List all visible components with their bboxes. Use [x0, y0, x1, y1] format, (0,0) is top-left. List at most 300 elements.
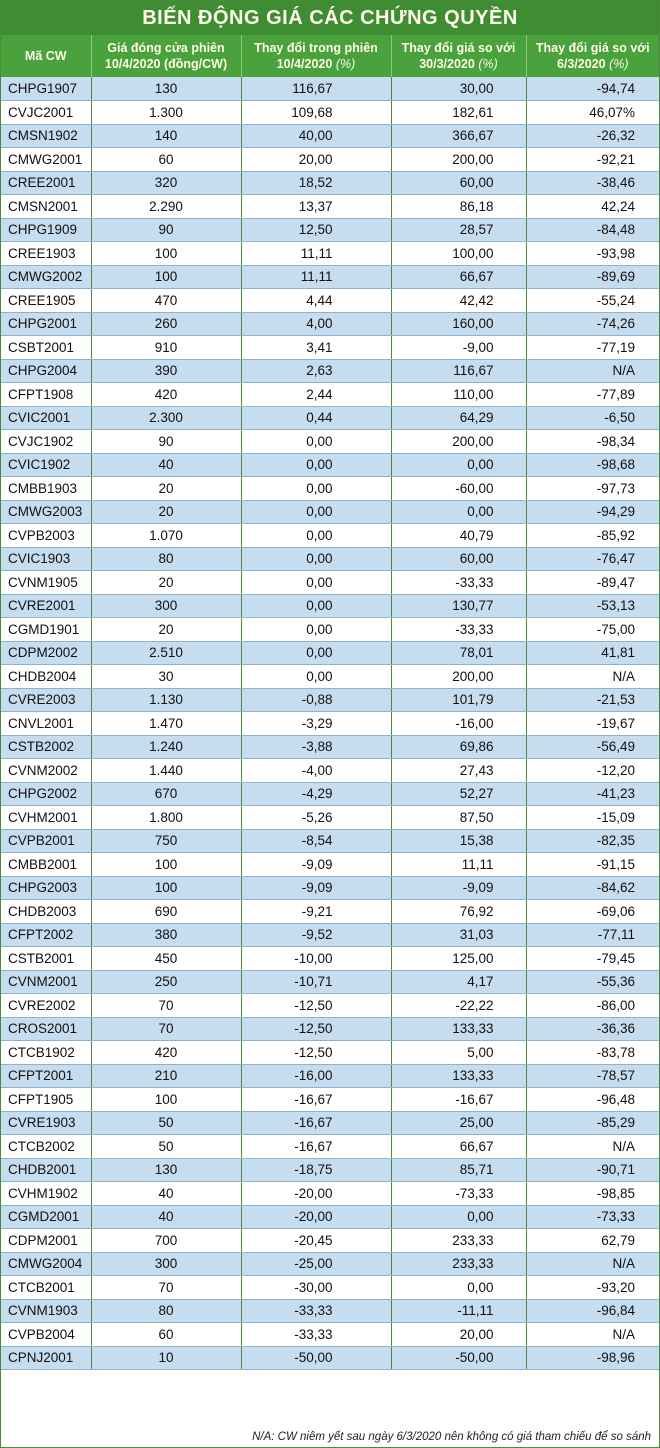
- cell-change-vs-mar30: 0,00: [391, 1205, 526, 1229]
- cell-change-vs-mar30: 0,00: [391, 453, 526, 477]
- cell-change-vs-mar30: 0,00: [391, 500, 526, 524]
- cell-change-vs-mar6: -19,67: [526, 712, 659, 736]
- cell-close-price: 140: [91, 124, 241, 148]
- cell-close-price: 30: [91, 665, 241, 689]
- cell-change-session: 20,00: [241, 148, 391, 172]
- cell-code: CMSN2001: [1, 195, 91, 219]
- table-row: [1, 430, 659, 454]
- cell-close-price: 100: [91, 876, 241, 900]
- table-row: [1, 1135, 659, 1159]
- table-row: [1, 853, 659, 877]
- cell-close-price: 670: [91, 782, 241, 806]
- cell-change-vs-mar6: N/A: [526, 1135, 659, 1159]
- cell-change-session: -0,88: [241, 688, 391, 712]
- cell-close-price: 700: [91, 1229, 241, 1253]
- cell-close-price: 210: [91, 1064, 241, 1088]
- cell-close-price: 20: [91, 500, 241, 524]
- cell-change-session: -25,00: [241, 1252, 391, 1276]
- cell-change-vs-mar6: -93,20: [526, 1276, 659, 1300]
- cell-close-price: 40: [91, 1205, 241, 1229]
- cell-change-vs-mar6: -94,29: [526, 500, 659, 524]
- cell-code: CREE2001: [1, 171, 91, 195]
- cell-code: CVHM1902: [1, 1182, 91, 1206]
- cell-change-vs-mar30: -22,22: [391, 994, 526, 1018]
- cell-change-session: -3,29: [241, 712, 391, 736]
- cell-code: CSTB2001: [1, 947, 91, 971]
- cell-code: CMWG2004: [1, 1252, 91, 1276]
- table-row: [1, 1252, 659, 1276]
- cell-change-vs-mar30: 15,38: [391, 829, 526, 853]
- cell-change-session: -12,50: [241, 1041, 391, 1065]
- cell-change-vs-mar6: -12,20: [526, 759, 659, 783]
- table-row: [1, 1017, 659, 1041]
- cell-change-session: 0,00: [241, 594, 391, 618]
- cell-change-session: -9,09: [241, 876, 391, 900]
- cell-change-vs-mar30: 200,00: [391, 665, 526, 689]
- cell-change-vs-mar6: -53,13: [526, 594, 659, 618]
- cell-change-session: 0,00: [241, 477, 391, 501]
- cell-change-vs-mar30: -9,00: [391, 336, 526, 360]
- cell-change-session: 4,44: [241, 289, 391, 313]
- table-row: [1, 806, 659, 830]
- cell-code: CVIC2001: [1, 406, 91, 430]
- cell-close-price: 40: [91, 453, 241, 477]
- cell-code: CMBB2001: [1, 853, 91, 877]
- header-close-price: Giá đóng cửa phiên 10/4/2020 (đồng/CW): [91, 35, 241, 77]
- cell-change-session: 116,67: [241, 77, 391, 101]
- cell-change-vs-mar30: 5,00: [391, 1041, 526, 1065]
- cell-change-vs-mar6: -26,32: [526, 124, 659, 148]
- cell-change-vs-mar30: 100,00: [391, 242, 526, 266]
- cell-change-vs-mar30: 87,50: [391, 806, 526, 830]
- cell-close-price: 300: [91, 1252, 241, 1276]
- table-row: [1, 735, 659, 759]
- cell-change-vs-mar30: 133,33: [391, 1064, 526, 1088]
- cell-code: CVPB2001: [1, 829, 91, 853]
- cell-code: CVJC2001: [1, 101, 91, 125]
- table-body: [1, 77, 659, 1370]
- cell-change-vs-mar6: -6,50: [526, 406, 659, 430]
- cell-change-vs-mar30: 60,00: [391, 171, 526, 195]
- cell-change-session: -3,88: [241, 735, 391, 759]
- table-row: [1, 1064, 659, 1088]
- table-row: [1, 453, 659, 477]
- cell-change-vs-mar30: 233,33: [391, 1252, 526, 1276]
- cell-code: CMSN1902: [1, 124, 91, 148]
- cell-change-vs-mar6: -55,36: [526, 970, 659, 994]
- table-row: [1, 101, 659, 125]
- cell-close-price: 20: [91, 618, 241, 642]
- cell-change-session: 0,00: [241, 665, 391, 689]
- cell-code: CVPB2003: [1, 524, 91, 548]
- cell-code: CMBB1903: [1, 477, 91, 501]
- cell-change-session: 109,68: [241, 101, 391, 125]
- cell-code: CMWG2001: [1, 148, 91, 172]
- cell-change-vs-mar6: -93,98: [526, 242, 659, 266]
- cell-close-price: 2.510: [91, 641, 241, 665]
- cell-close-price: 1.800: [91, 806, 241, 830]
- header-change-vs-mar30: Thay đổi giá so với 30/3/2020 (%): [391, 35, 526, 77]
- cell-change-vs-mar6: N/A: [526, 1252, 659, 1276]
- cell-change-vs-mar6: -96,48: [526, 1088, 659, 1112]
- table-row: [1, 688, 659, 712]
- cell-change-vs-mar6: -74,26: [526, 312, 659, 336]
- cell-close-price: 1.440: [91, 759, 241, 783]
- cell-change-vs-mar6: -97,73: [526, 477, 659, 501]
- cell-code: CVNM2001: [1, 970, 91, 994]
- cell-change-vs-mar30: 25,00: [391, 1111, 526, 1135]
- cell-change-vs-mar6: 42,24: [526, 195, 659, 219]
- cell-change-vs-mar30: 4,17: [391, 970, 526, 994]
- cell-change-vs-mar30: 66,67: [391, 1135, 526, 1159]
- cell-change-vs-mar6: -98,34: [526, 430, 659, 454]
- table-row: [1, 148, 659, 172]
- cell-change-vs-mar6: -84,48: [526, 218, 659, 242]
- cell-change-session: -20,00: [241, 1205, 391, 1229]
- table-row: [1, 876, 659, 900]
- table-row: [1, 1158, 659, 1182]
- cell-code: CFPT2001: [1, 1064, 91, 1088]
- cell-change-vs-mar30: -11,11: [391, 1299, 526, 1323]
- cell-change-vs-mar6: -75,00: [526, 618, 659, 642]
- table-row: [1, 124, 659, 148]
- warrant-price-table: [1, 35, 659, 1370]
- table-row: [1, 829, 659, 853]
- table-row: [1, 759, 659, 783]
- cell-code: CHDB2004: [1, 665, 91, 689]
- table-row: [1, 1276, 659, 1300]
- cell-change-vs-mar30: -50,00: [391, 1346, 526, 1370]
- cell-close-price: 80: [91, 1299, 241, 1323]
- cell-change-session: -10,00: [241, 947, 391, 971]
- cell-change-vs-mar6: -21,53: [526, 688, 659, 712]
- cell-change-session: -20,45: [241, 1229, 391, 1253]
- cell-change-vs-mar30: 85,71: [391, 1158, 526, 1182]
- table-row: [1, 500, 659, 524]
- cell-change-vs-mar6: 46,07%: [526, 101, 659, 125]
- cell-change-session: -30,00: [241, 1276, 391, 1300]
- cell-change-session: 40,00: [241, 124, 391, 148]
- cell-change-vs-mar30: -60,00: [391, 477, 526, 501]
- cell-change-session: 3,41: [241, 336, 391, 360]
- cell-change-vs-mar30: 60,00: [391, 547, 526, 571]
- header-change-session: Thay đổi trong phiên 10/4/2020 (%): [241, 35, 391, 77]
- table-row: [1, 547, 659, 571]
- cell-change-session: -5,26: [241, 806, 391, 830]
- cell-change-vs-mar6: N/A: [526, 1323, 659, 1347]
- cell-close-price: 750: [91, 829, 241, 853]
- cell-change-session: 0,00: [241, 500, 391, 524]
- cell-change-vs-mar6: -96,84: [526, 1299, 659, 1323]
- table-row: [1, 1323, 659, 1347]
- cell-code: CREE1905: [1, 289, 91, 313]
- cell-change-vs-mar6: -89,69: [526, 265, 659, 289]
- cell-change-session: 12,50: [241, 218, 391, 242]
- cell-code: CREE1903: [1, 242, 91, 266]
- cell-change-session: -12,50: [241, 994, 391, 1018]
- cell-change-session: -9,21: [241, 900, 391, 924]
- cell-close-price: 80: [91, 547, 241, 571]
- cell-change-vs-mar6: -41,23: [526, 782, 659, 806]
- cell-change-vs-mar6: 41,81: [526, 641, 659, 665]
- cell-change-vs-mar30: 11,11: [391, 853, 526, 877]
- cell-change-vs-mar6: -77,89: [526, 383, 659, 407]
- cell-change-vs-mar30: 125,00: [391, 947, 526, 971]
- cell-change-session: 4,00: [241, 312, 391, 336]
- cell-change-vs-mar6: -94,74: [526, 77, 659, 101]
- cell-close-price: 90: [91, 430, 241, 454]
- cell-change-vs-mar6: -90,71: [526, 1158, 659, 1182]
- cell-close-price: 100: [91, 265, 241, 289]
- cell-code: CHDB2003: [1, 900, 91, 924]
- cell-close-price: 260: [91, 312, 241, 336]
- table-row: [1, 383, 659, 407]
- cell-code: CVJC1902: [1, 430, 91, 454]
- cell-change-vs-mar30: 200,00: [391, 430, 526, 454]
- cell-change-session: -16,67: [241, 1111, 391, 1135]
- cell-close-price: 60: [91, 1323, 241, 1347]
- cell-change-vs-mar30: 200,00: [391, 148, 526, 172]
- cell-change-vs-mar30: 42,42: [391, 289, 526, 313]
- cell-code: CVNM1905: [1, 571, 91, 595]
- cell-change-vs-mar30: 30,00: [391, 77, 526, 101]
- cell-close-price: 380: [91, 923, 241, 947]
- cell-code: CVIC1903: [1, 547, 91, 571]
- cell-change-vs-mar30: 40,79: [391, 524, 526, 548]
- cell-close-price: 420: [91, 383, 241, 407]
- cell-change-vs-mar30: 366,67: [391, 124, 526, 148]
- cell-change-vs-mar6: -73,33: [526, 1205, 659, 1229]
- table-row: [1, 900, 659, 924]
- cell-close-price: 70: [91, 1276, 241, 1300]
- cell-close-price: 1.240: [91, 735, 241, 759]
- table-row: [1, 1088, 659, 1112]
- table-row: [1, 77, 659, 101]
- cell-code: CVRE1903: [1, 1111, 91, 1135]
- cell-close-price: 130: [91, 1158, 241, 1182]
- cell-change-session: 2,44: [241, 383, 391, 407]
- table-row: [1, 665, 659, 689]
- cell-change-vs-mar30: 160,00: [391, 312, 526, 336]
- footnote: N/A: CW niêm yết sau ngày 6/3/2020 nên không có giá tham chiếu để so sánh: [252, 1431, 651, 1443]
- cell-change-session: 2,63: [241, 359, 391, 383]
- cell-change-vs-mar30: 101,79: [391, 688, 526, 712]
- cell-code: CFPT1908: [1, 383, 91, 407]
- cell-change-vs-mar30: 130,77: [391, 594, 526, 618]
- cell-close-price: 910: [91, 336, 241, 360]
- cell-close-price: 470: [91, 289, 241, 313]
- cell-change-vs-mar30: -33,33: [391, 618, 526, 642]
- cell-change-session: -16,00: [241, 1064, 391, 1088]
- cell-close-price: 50: [91, 1111, 241, 1135]
- cell-code: CVRE2001: [1, 594, 91, 618]
- cell-change-vs-mar30: 27,43: [391, 759, 526, 783]
- cell-change-vs-mar30: 110,00: [391, 383, 526, 407]
- table-row: [1, 1182, 659, 1206]
- table-row: [1, 1346, 659, 1370]
- table-row: [1, 265, 659, 289]
- cell-close-price: 10: [91, 1346, 241, 1370]
- cell-change-session: 0,00: [241, 618, 391, 642]
- table-row: [1, 1111, 659, 1135]
- cell-code: CTCB2001: [1, 1276, 91, 1300]
- cell-change-session: -16,67: [241, 1135, 391, 1159]
- cell-change-vs-mar6: -89,47: [526, 571, 659, 595]
- cell-change-vs-mar6: -15,09: [526, 806, 659, 830]
- cell-code: CSBT2001: [1, 336, 91, 360]
- cell-change-vs-mar30: 116,67: [391, 359, 526, 383]
- cell-close-price: 250: [91, 970, 241, 994]
- table-row: [1, 970, 659, 994]
- cell-change-vs-mar30: 66,67: [391, 265, 526, 289]
- table-row: [1, 1041, 659, 1065]
- table-row: [1, 1205, 659, 1229]
- cell-change-vs-mar6: -77,11: [526, 923, 659, 947]
- cell-code: CSTB2002: [1, 735, 91, 759]
- cell-close-price: 70: [91, 994, 241, 1018]
- cell-change-vs-mar30: -16,67: [391, 1088, 526, 1112]
- table-row: [1, 782, 659, 806]
- cell-code: CVNM2002: [1, 759, 91, 783]
- cell-change-session: -50,00: [241, 1346, 391, 1370]
- table-row: [1, 336, 659, 360]
- table-row: [1, 524, 659, 548]
- cell-code: CVNM1903: [1, 1299, 91, 1323]
- table-row: [1, 712, 659, 736]
- table-row: [1, 406, 659, 430]
- table-row: [1, 947, 659, 971]
- cell-close-price: 390: [91, 359, 241, 383]
- cell-change-vs-mar6: -84,62: [526, 876, 659, 900]
- cell-code: CPNJ2001: [1, 1346, 91, 1370]
- cell-code: CTCB1902: [1, 1041, 91, 1065]
- cell-change-session: -12,50: [241, 1017, 391, 1041]
- cell-change-vs-mar6: N/A: [526, 665, 659, 689]
- cell-code: CHPG1907: [1, 77, 91, 101]
- cell-close-price: 100: [91, 242, 241, 266]
- cell-change-vs-mar6: -77,19: [526, 336, 659, 360]
- cell-change-vs-mar6: -92,21: [526, 148, 659, 172]
- table-row: [1, 923, 659, 947]
- table-row: [1, 994, 659, 1018]
- cell-change-vs-mar30: 52,27: [391, 782, 526, 806]
- table-row: [1, 1229, 659, 1253]
- cell-code: CMWG2003: [1, 500, 91, 524]
- cell-code: CVRE2002: [1, 994, 91, 1018]
- cell-change-session: 11,11: [241, 242, 391, 266]
- cell-code: CROS2001: [1, 1017, 91, 1041]
- cell-change-vs-mar30: 133,33: [391, 1017, 526, 1041]
- cell-change-session: -33,33: [241, 1323, 391, 1347]
- cell-close-price: 690: [91, 900, 241, 924]
- cell-change-session: 0,00: [241, 571, 391, 595]
- cell-change-vs-mar6: -83,78: [526, 1041, 659, 1065]
- cell-change-session: -9,09: [241, 853, 391, 877]
- cell-change-vs-mar30: 0,00: [391, 1276, 526, 1300]
- cell-change-vs-mar6: -98,96: [526, 1346, 659, 1370]
- table-row: [1, 571, 659, 595]
- cell-change-vs-mar6: N/A: [526, 359, 659, 383]
- cell-change-session: 0,00: [241, 430, 391, 454]
- cell-change-vs-mar30: 28,57: [391, 218, 526, 242]
- cell-change-vs-mar30: 86,18: [391, 195, 526, 219]
- cell-code: CHPG2001: [1, 312, 91, 336]
- cell-close-price: 1.070: [91, 524, 241, 548]
- cell-close-price: 320: [91, 171, 241, 195]
- cell-close-price: 100: [91, 1088, 241, 1112]
- table-row: [1, 641, 659, 665]
- cell-close-price: 300: [91, 594, 241, 618]
- cell-change-vs-mar6: -78,57: [526, 1064, 659, 1088]
- cell-close-price: 2.300: [91, 406, 241, 430]
- cell-code: CNVL2001: [1, 712, 91, 736]
- cell-code: CGMD1901: [1, 618, 91, 642]
- cell-code: CDPM2002: [1, 641, 91, 665]
- cell-change-session: 0,00: [241, 453, 391, 477]
- cell-close-price: 50: [91, 1135, 241, 1159]
- cell-close-price: 70: [91, 1017, 241, 1041]
- cell-code: CFPT1905: [1, 1088, 91, 1112]
- cell-close-price: 60: [91, 148, 241, 172]
- cell-change-vs-mar6: -55,24: [526, 289, 659, 313]
- cell-code: CHPG2002: [1, 782, 91, 806]
- cell-change-session: 11,11: [241, 265, 391, 289]
- cell-code: CHPG1909: [1, 218, 91, 242]
- cell-close-price: 1.300: [91, 101, 241, 125]
- cell-change-vs-mar6: -98,68: [526, 453, 659, 477]
- cell-change-session: 0,00: [241, 641, 391, 665]
- cell-change-session: 13,37: [241, 195, 391, 219]
- table-row: [1, 289, 659, 313]
- cell-close-price: 20: [91, 571, 241, 595]
- cell-code: CVIC1902: [1, 453, 91, 477]
- cell-close-price: 450: [91, 947, 241, 971]
- cell-close-price: 130: [91, 77, 241, 101]
- cell-change-session: 0,00: [241, 524, 391, 548]
- cell-code: CVRE2003: [1, 688, 91, 712]
- cell-change-vs-mar6: -85,92: [526, 524, 659, 548]
- cell-change-session: -4,00: [241, 759, 391, 783]
- cell-code: CVPB2004: [1, 1323, 91, 1347]
- cell-code: CVHM2001: [1, 806, 91, 830]
- cell-change-session: 18,52: [241, 171, 391, 195]
- cell-change-vs-mar6: -56,49: [526, 735, 659, 759]
- cell-change-vs-mar6: -91,15: [526, 853, 659, 877]
- table-row: [1, 312, 659, 336]
- table-row: [1, 359, 659, 383]
- cell-change-session: -33,33: [241, 1299, 391, 1323]
- cell-change-vs-mar6: -86,00: [526, 994, 659, 1018]
- cell-change-vs-mar6: -36,36: [526, 1017, 659, 1041]
- table-row: [1, 242, 659, 266]
- cell-close-price: 40: [91, 1182, 241, 1206]
- cell-change-session: 0,44: [241, 406, 391, 430]
- cell-change-session: -10,71: [241, 970, 391, 994]
- cell-change-vs-mar30: 182,61: [391, 101, 526, 125]
- cell-code: CGMD2001: [1, 1205, 91, 1229]
- cell-change-vs-mar6: -98,85: [526, 1182, 659, 1206]
- cell-change-vs-mar30: 76,92: [391, 900, 526, 924]
- table-row: [1, 477, 659, 501]
- cell-close-price: 1.130: [91, 688, 241, 712]
- cell-change-vs-mar6: -76,47: [526, 547, 659, 571]
- header-change-vs-mar6: Thay đổi giá so với 6/3/2020 (%): [526, 35, 659, 77]
- table-title: BIẾN ĐỘNG GIÁ CÁC CHỨNG QUYỀN: [1, 1, 659, 35]
- header-code: Mã CW: [1, 35, 91, 77]
- cell-code: CTCB2002: [1, 1135, 91, 1159]
- cell-code: CHDB2001: [1, 1158, 91, 1182]
- cell-code: CMWG2002: [1, 265, 91, 289]
